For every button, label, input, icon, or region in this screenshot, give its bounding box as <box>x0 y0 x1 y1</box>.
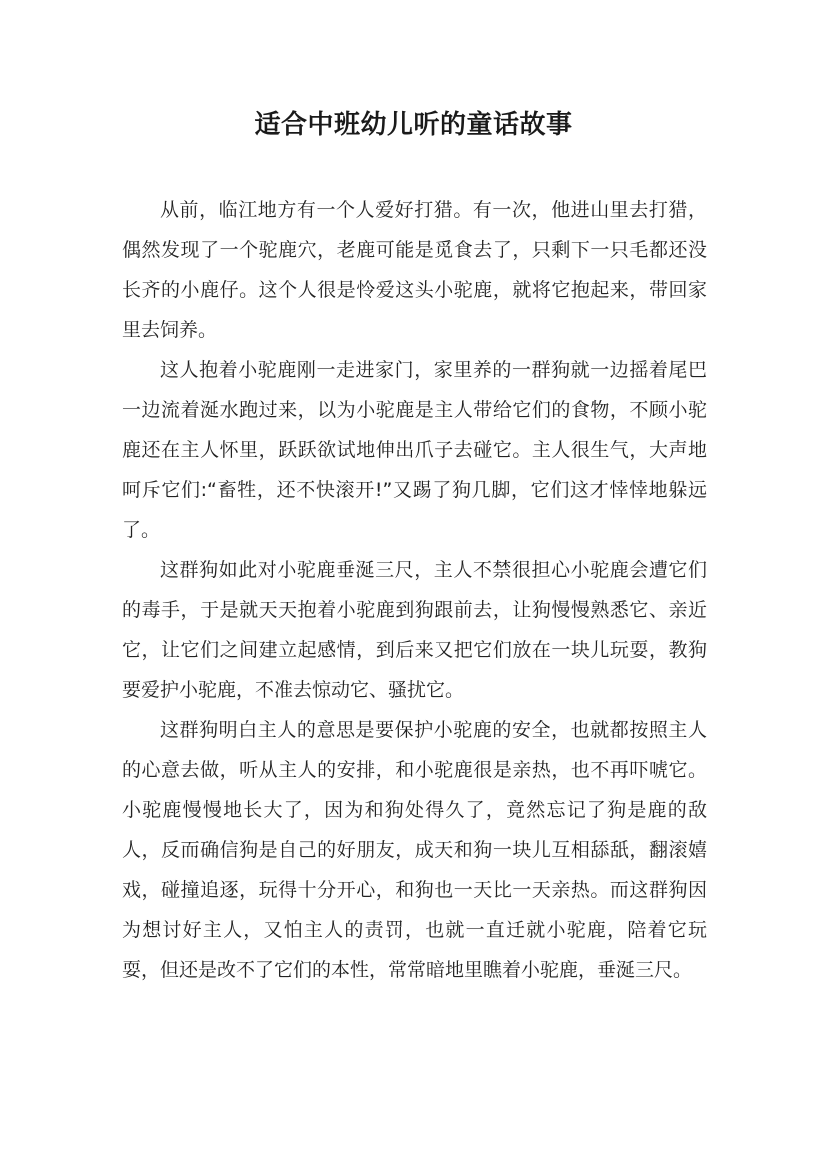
document-title: 适合中班幼儿听的童话故事 <box>254 110 573 140</box>
paragraph: 这群狗明白主人的意思是要保护小驼鹿的安全，也就都按照主人的心意去做，听从主人的安排，和小驼鹿很是亲热，也不再吓唬它。小驼鹿慢慢地长大了，因为和狗处得久了，竟然忘记了狗是鹿的敌人，反而确信狗是自己的好朋友，成天和狗一块儿互相舔舐，翻滚嬉戏，碰撞追逐，玩得十分开心，和狗也一天比一天亲热。而这群狗因为想讨好主人，又怕主人的责罚，也就一直迁就小驼鹿，陪着它玩耍，但还是改不了它们的本性，常常暗地里瞧着小驼鹿，垂涎三尺。 <box>122 719 707 981</box>
document-body <box>122 190 707 990</box>
paragraph: 从前，临江地方有一个人爱好打猎。有一次，他进山里去打猎，偶然发现了一个驼鹿穴，老鹿可能是觅食去了，只剩下一只毛都还没长齐的小鹿仔。这个人很是怜爱这头小驼鹿，就将它抱起来，带回家里去饲养。 <box>122 199 707 341</box>
paragraph: 这人抱着小驼鹿刚一走进家门，家里养的一群狗就一边摇着尾巴一边流着涎水跑过来，以为小驼鹿是主人带给它们的食物，不顾小驼鹿还在主人怀里，跃跃欲试地伸出爪子去碰它。主人很生气，大声地呵斥它们:“畜牲，还不快滚开!”又踢了狗几脚，它们这才悻悻地躲远了。 <box>122 359 707 541</box>
paragraph: 这群狗如此对小驼鹿垂涎三尺，主人不禁很担心小驼鹿会遭它们的毒手，于是就天天抱着小驼鹿到狗跟前去，让狗慢慢熟悉它、亲近它，让它们之间建立起感情，到后来又把它们放在一块儿玩耍，教狗要爱护小驼鹿，不准去惊动它、骚扰它。 <box>122 559 707 701</box>
